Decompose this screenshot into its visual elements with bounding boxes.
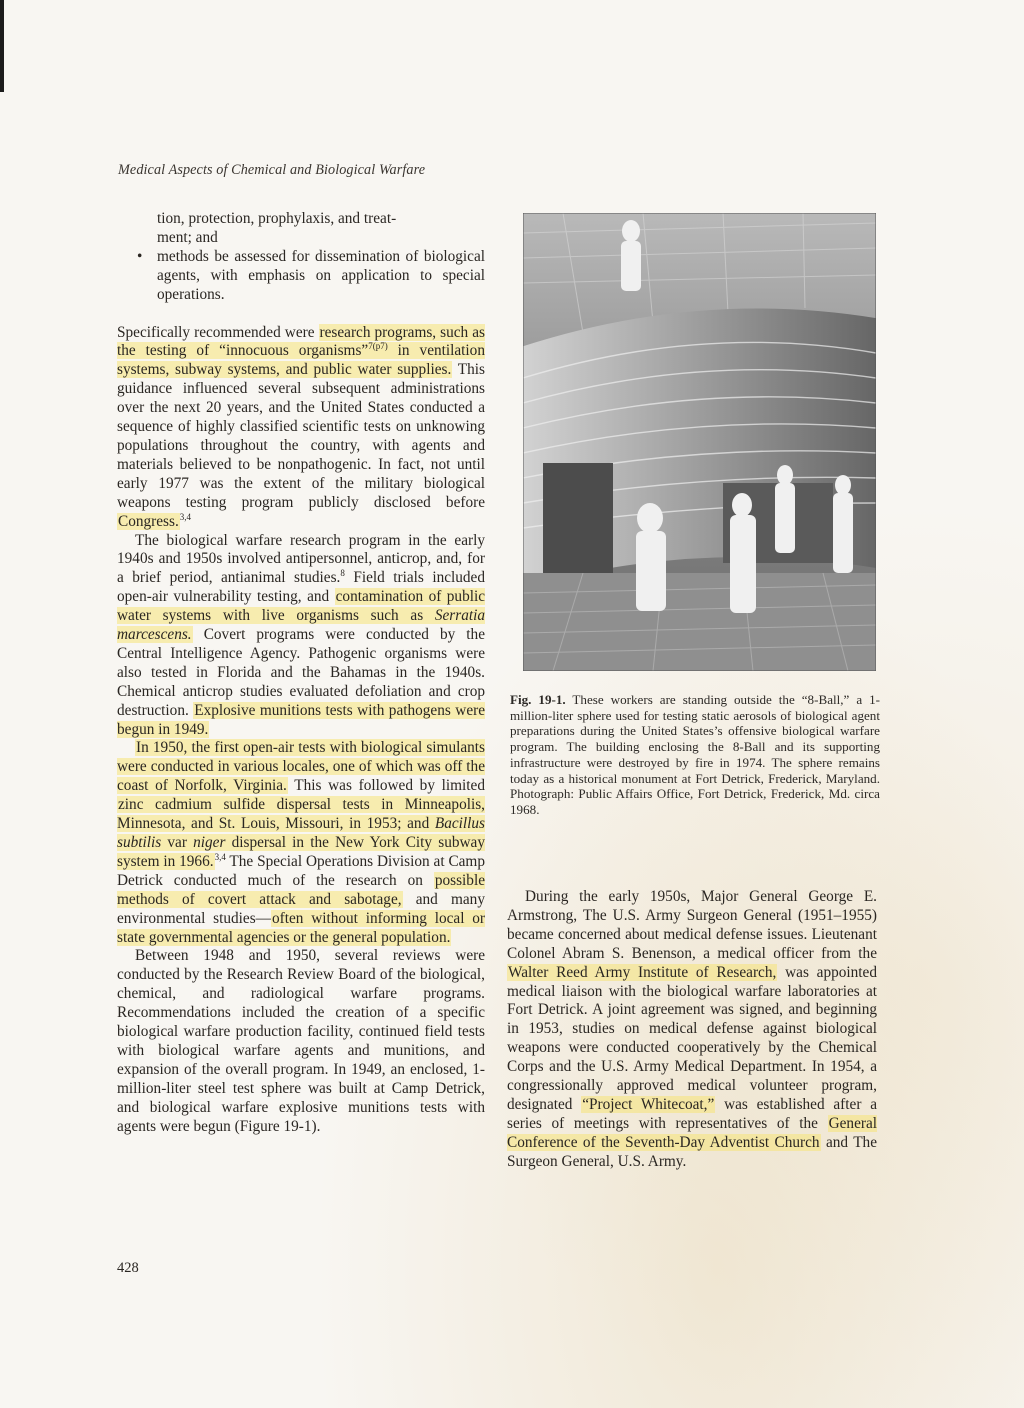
text-run: During the early 1950s, Major General George E. Armstrong, The U.S. Army Surgeon General (1951–1955) became concerned about medical defense issues. Lieutenant Colonel Abram S. Benenson, a medical officer from the bbox=[507, 888, 877, 962]
right-column bbox=[507, 888, 877, 1172]
continued-bullet-line: ment; and bbox=[157, 228, 218, 246]
figure-caption bbox=[510, 692, 880, 818]
text-run: zinc cadmium sulfide dispersal tests in Minneapolis, Minnesota, and St. Louis, Missouri, in 1953; and bbox=[117, 796, 485, 833]
bullet-item bbox=[137, 247, 485, 305]
text-run: This was followed by limited bbox=[287, 777, 485, 795]
page-number: 428 bbox=[117, 1260, 139, 1276]
text-run: often without informing local or state governmental agencies or the general population. bbox=[117, 909, 485, 946]
paragraph bbox=[117, 739, 485, 947]
figure-label: Fig. 19-1. bbox=[510, 692, 566, 707]
spacer bbox=[117, 305, 485, 324]
text-run: The Special Operations Division at Camp Detrick conducted much of the research on bbox=[117, 852, 485, 889]
text-run: This guidance influenced several subsequent administrations over the next 20 years, and the United States conducted a sequence of highly classified scientific tests on unknowing populations throughout the country, with agents and materials believed to be nonpathogenic. In fact, not until early 1977 was the extent of the military biological weapons testing program publicly disclosed before bbox=[117, 361, 485, 511]
photograph-illustration bbox=[523, 213, 876, 671]
citation-superscript: 3,4 bbox=[179, 511, 192, 522]
highlight bbox=[117, 513, 180, 530]
text-run: General Conference of the Seventh-Day Adventist Church bbox=[507, 1114, 877, 1151]
left-column bbox=[117, 210, 485, 1137]
text-run: Specifically recommended were bbox=[117, 323, 319, 341]
text-run: research programs, such as the testing of “innocuous organisms” bbox=[117, 323, 485, 360]
text-run: Explosive munitions tests with pathogens were begun in 1949. bbox=[117, 701, 485, 738]
italic-run: niger bbox=[193, 834, 226, 851]
citation-superscript: 8 bbox=[340, 568, 345, 579]
text-run: In 1950, the first open-air tests with biological simulants were conducted in various locales, one of which was off the coast of Norfolk, Virginia. bbox=[117, 739, 485, 795]
bullet-text: methods be assessed for dissemination of biological agents, with emphasis on application to special operations. bbox=[157, 247, 485, 303]
text-run: Covert programs were conducted by the Central Intelligence Agency. Pathogenic organisms were also tested in Florida and the Bahamas in the 1940s. Chemical anticrop studies evaluated defoliation and crop destruction. bbox=[117, 626, 485, 719]
italic-run: Bacillus subtilis bbox=[117, 815, 485, 851]
text-run: contamination of public water systems with live organisms such as bbox=[117, 588, 486, 625]
text-run: and many environmental studies— bbox=[117, 890, 485, 927]
citation-superscript: 7(p7) bbox=[368, 341, 388, 352]
text-run: dispersal in the New York City subway system in 1966. bbox=[117, 834, 485, 870]
citation-superscript: 3,4 bbox=[214, 851, 226, 862]
text-run: was established after a series of meetings with representatives of the bbox=[507, 1095, 877, 1132]
paragraph: Between 1948 and 1950, several reviews were conducted by the Research Review Board of the biological, chemical, and radiological warfare programs. Recommendations included the creation of a specific biological warfare production facility, continued field tests with biological warfare agents and munitions, and expansion of the overall program. In 1949, an enclosed, 1-million-liter steel test sphere was built at Camp Detrick, and biological warfare explosive munitions tests with agents were begun (Figure 19-1). bbox=[117, 947, 485, 1135]
text-run: Field trials included open-air vulnerability testing, and bbox=[117, 569, 485, 606]
italic-run: Serratia marcescens. bbox=[117, 607, 485, 644]
bullet-list bbox=[117, 248, 485, 305]
text-run: in ventilation systems, subway systems, and public water supplies. bbox=[117, 342, 485, 379]
text-run: was appointed medical liaison with the biological warfare laboratories at Fort Detrick. A joint agreement was signed, and beginning in 1953, studies on medical defense against biological weapons were conducted cooperatively by the Chemical Corps and the U.S. Army Medical Department. In 1954, a congressionally approved medical volunteer program, designated bbox=[507, 963, 877, 1113]
paragraph bbox=[117, 532, 485, 740]
figure-caption-text: These workers are standing outside the “8-Ball,” a 1-million-liter sphere used for testing static aerosols of biological agent preparations during the United States’s offensive biological warfare program. The building enclosing the 8-Ball and its supporting infrastructure were destroyed by fire in 1974. The sphere remains today as a historical monument at Fort Detrick, Frederick, Maryland. Photograph: Public Affairs Office, Fort Detrick, Frederick, Md. circa 1968. bbox=[510, 692, 880, 817]
paragraph bbox=[117, 324, 485, 532]
running-header: Medical Aspects of Chemical and Biological Warfare bbox=[118, 162, 426, 178]
text-run: Walter Reed Army Institute of Research, bbox=[508, 963, 777, 981]
text-run: var bbox=[161, 834, 194, 851]
binding-mark bbox=[0, 0, 4, 92]
text-run: The biological warfare research program in the early 1940s and 1950s involved antipersonnel, anticrop, and, for a brief period, antianimal studies. bbox=[117, 531, 485, 587]
bullet-icon: • bbox=[137, 247, 143, 265]
text-run: and The Surgeon General, U.S. Army. bbox=[507, 1133, 877, 1170]
text-run: “Project Whitecoat,” bbox=[582, 1095, 715, 1113]
continued-bullet-line: tion, protection, prophylaxis, and treat- bbox=[157, 210, 397, 227]
highlight bbox=[581, 1096, 715, 1113]
text-run: possible methods of covert attack and sabotage, bbox=[117, 871, 485, 908]
text-run: Congress. bbox=[118, 512, 179, 530]
figure-photograph bbox=[523, 213, 876, 671]
highlight bbox=[507, 964, 777, 981]
paragraph bbox=[507, 888, 877, 1172]
